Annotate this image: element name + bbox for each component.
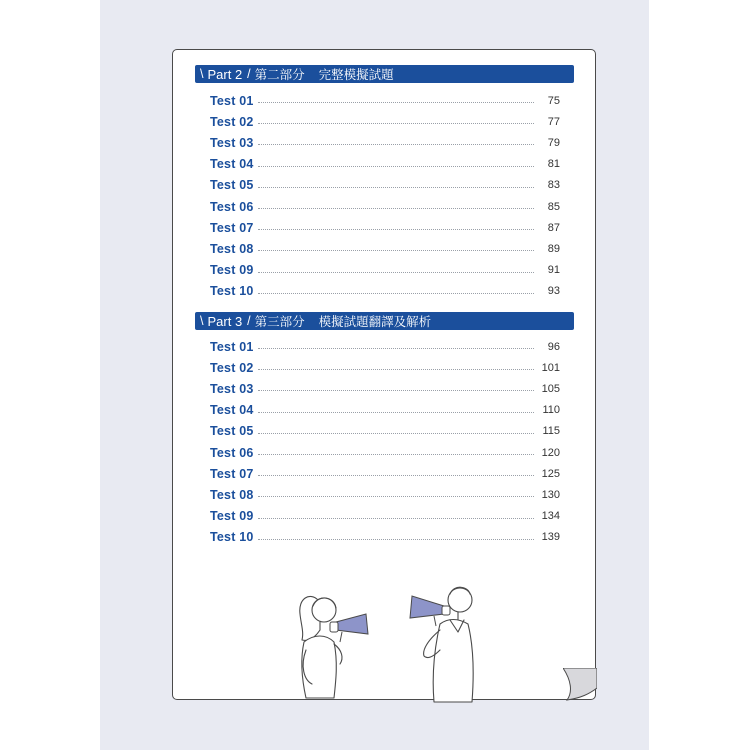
dot-leader — [258, 166, 534, 167]
toc-entry[interactable] — [210, 90, 560, 111]
toc-entry-page: 134 — [541, 510, 560, 523]
toc-entry[interactable] — [210, 442, 560, 463]
toc-entry[interactable] — [210, 336, 560, 357]
toc-entry-page: 85 — [547, 200, 560, 213]
toc-entry-label: Test 08 — [210, 241, 254, 256]
toc-entry-page: 77 — [547, 115, 560, 128]
dot-leader — [258, 412, 534, 413]
toc-entry-label: Test 02 — [210, 114, 254, 129]
dot-leader — [258, 102, 534, 103]
toc-entry-page: 96 — [547, 340, 560, 353]
toc-entry-label: Test 04 — [210, 157, 254, 172]
toc-entry-label: Test 07 — [210, 466, 254, 481]
dot-leader — [258, 475, 534, 476]
toc-entry-label: Test 10 — [210, 284, 254, 299]
toc-entry-page: 130 — [541, 488, 560, 501]
toc-entry[interactable] — [210, 506, 560, 527]
toc-entry-label: Test 01 — [210, 93, 254, 108]
toc-entry[interactable] — [210, 217, 560, 238]
toc-entry-page: 120 — [541, 446, 560, 459]
dot-leader — [258, 250, 534, 251]
section-title: 完整模擬試題 — [318, 67, 394, 82]
slash-mark: / — [247, 314, 251, 328]
dot-leader — [258, 144, 534, 145]
toc-entry[interactable] — [210, 378, 560, 399]
toc-entry-label: Test 03 — [210, 381, 254, 396]
section-part-number: Part 2 — [207, 66, 243, 82]
toc-entry-label: Test 09 — [210, 509, 254, 524]
toc-entry-label: Test 05 — [210, 424, 254, 439]
section-part-number: Part 3 — [207, 313, 243, 329]
toc-entry[interactable] — [210, 484, 560, 505]
toc-list-part-2 — [210, 90, 560, 302]
dot-leader — [258, 518, 534, 519]
toc-entry[interactable] — [210, 281, 560, 302]
dot-leader — [258, 208, 534, 209]
toc-entry-label: Test 03 — [210, 135, 254, 150]
toc-entry-label: Test 04 — [210, 403, 254, 418]
toc-entry[interactable] — [210, 260, 560, 281]
dot-leader — [258, 496, 534, 497]
toc-entry-label: Test 08 — [210, 487, 254, 502]
toc-entry-page: 139 — [541, 531, 560, 544]
dot-leader — [258, 348, 534, 349]
dot-leader — [258, 390, 534, 391]
slash-mark: \ — [200, 67, 204, 81]
toc-entry[interactable] — [210, 111, 560, 132]
toc-entry-page: 83 — [547, 179, 560, 192]
section-header-part-3 — [195, 312, 574, 330]
toc-entry-label: Test 05 — [210, 178, 254, 193]
slash-mark: \ — [200, 314, 204, 328]
slash-mark: / — [247, 67, 251, 81]
section-header-part-2 — [195, 65, 574, 83]
toc-entry-label: Test 02 — [210, 360, 254, 375]
section-part-label: 第二部分 — [254, 67, 305, 82]
toc-entry-page: 75 — [547, 94, 560, 107]
dot-leader — [258, 272, 534, 273]
toc-entry-page: 93 — [547, 285, 560, 298]
dot-leader — [258, 454, 534, 455]
section-part-label: 第三部分 — [254, 314, 305, 329]
toc-entry[interactable] — [210, 132, 560, 153]
toc-entry[interactable] — [210, 238, 560, 259]
toc-entry[interactable] — [210, 463, 560, 484]
dot-leader — [258, 539, 534, 540]
dot-leader — [258, 433, 534, 434]
megaphone-people-illustration — [290, 580, 490, 705]
section-title: 模擬試題翻譯及解析 — [318, 314, 432, 329]
toc-entry-label: Test 07 — [210, 220, 254, 235]
toc-entry-label: Test 10 — [210, 530, 254, 545]
dot-leader — [258, 123, 534, 124]
toc-entry-page: 125 — [541, 467, 560, 480]
toc-entry-label: Test 01 — [210, 339, 254, 354]
toc-entry[interactable] — [210, 154, 560, 175]
toc-entry[interactable] — [210, 527, 560, 548]
dot-leader — [258, 187, 534, 188]
dot-leader — [258, 369, 534, 370]
toc-entry[interactable] — [210, 196, 560, 217]
toc-entry-page: 115 — [542, 425, 560, 438]
toc-entry-label: Test 06 — [210, 445, 254, 460]
toc-entry-page: 89 — [547, 242, 560, 255]
page-curl-corner — [563, 668, 597, 702]
toc-entry-page: 81 — [547, 158, 560, 171]
toc-entry[interactable] — [210, 421, 560, 442]
toc-entry-page: 79 — [547, 136, 560, 149]
toc-entry-label: Test 09 — [210, 263, 254, 278]
toc-list-part-3 — [210, 336, 560, 548]
dot-leader — [258, 229, 534, 230]
toc-entry-page: 105 — [541, 382, 560, 395]
toc-entry[interactable] — [210, 400, 560, 421]
toc-entry[interactable] — [210, 357, 560, 378]
toc-entry-page: 101 — [541, 361, 560, 374]
toc-entry-label: Test 06 — [210, 199, 254, 214]
toc-entry-page: 110 — [542, 404, 560, 417]
megaphone-icon — [330, 614, 368, 642]
toc-entry-page: 91 — [547, 264, 560, 277]
dot-leader — [258, 293, 534, 294]
toc-entry-page: 87 — [547, 221, 560, 234]
toc-entry[interactable] — [210, 175, 560, 196]
